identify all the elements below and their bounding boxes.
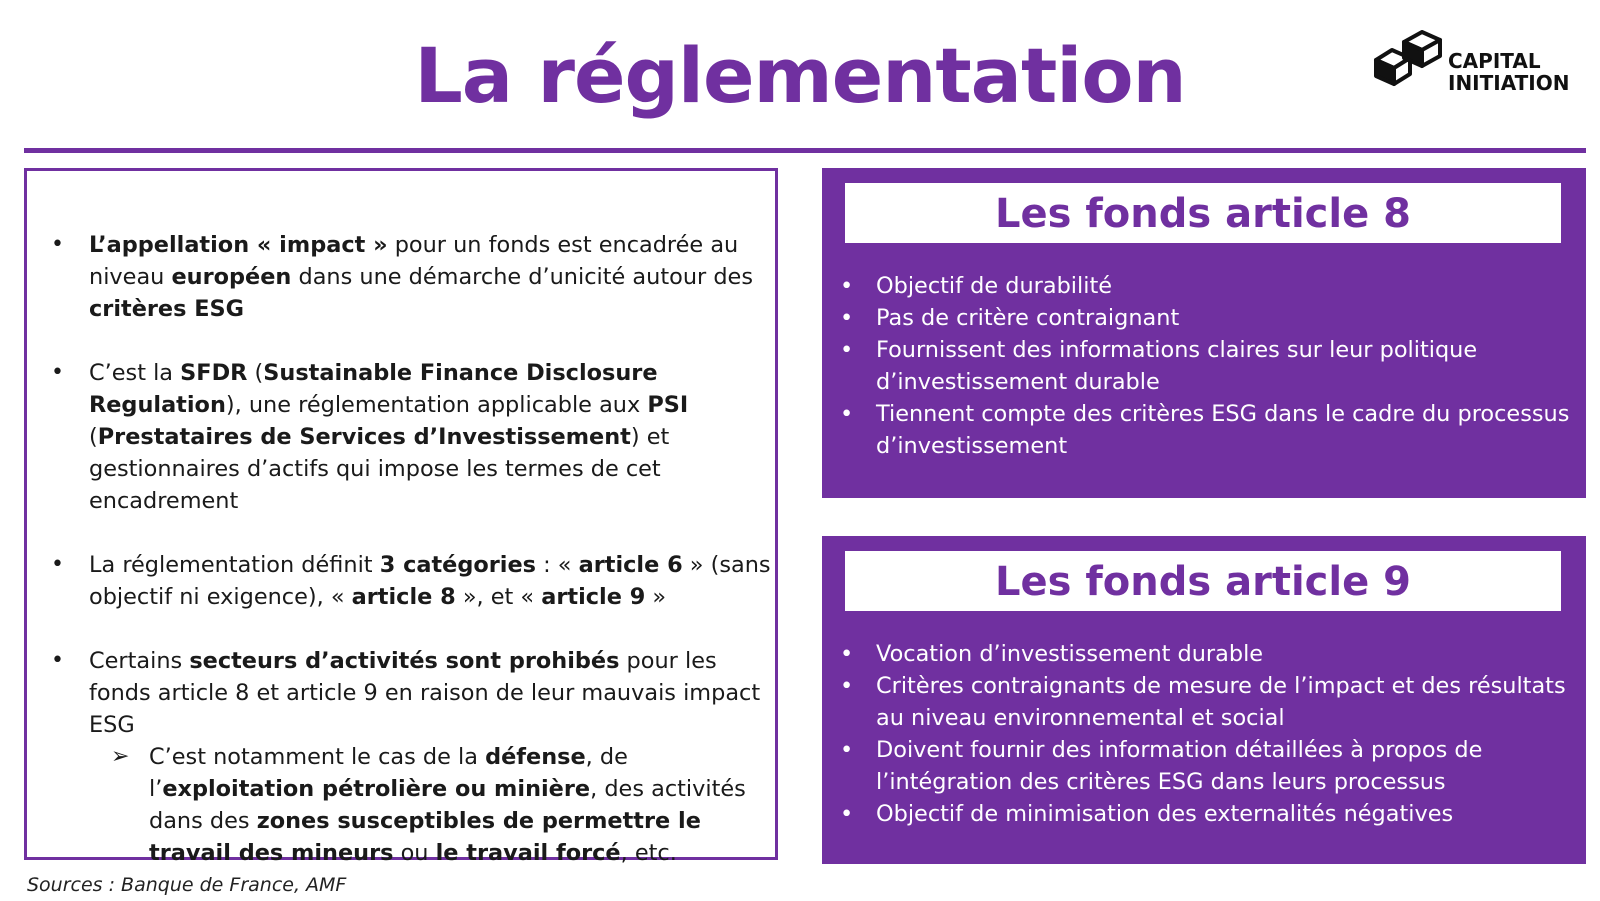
bullet-icon: • [840,641,854,667]
article-9-header: Les fonds article 9 [845,551,1561,611]
bullet-icon: • [840,273,854,299]
text-bold: zones susceptibles de permettre le travail des mineurs [149,808,701,866]
text: ( [89,424,98,450]
page-title: La réglementation [414,31,1186,120]
bullet-icon: • [840,337,854,363]
list-item [834,398,1574,462]
regulation-bullet-list [41,229,776,901]
text: La réglementation définit [89,552,380,578]
text: Objectif de minimisation des externalités négatives [876,801,1454,827]
article-8-list [834,270,1574,462]
text: ou [393,840,436,866]
text: Objectif de durabilité [876,273,1113,299]
text: » (sans objectif ni exigence), « [89,552,771,610]
text: , des activités dans des [149,776,746,834]
text-bold: SFDR [180,360,248,386]
text-bold: défense [485,744,586,770]
text: Vocation d’investissement durable [876,641,1264,667]
text: Pas de critère contraignant [876,305,1180,331]
list-item [41,645,776,869]
text-bold: critères ESG [89,296,245,322]
text: Tiennent compte des critères ESG dans le cadre du processus d’investissement [876,401,1570,459]
text-bold: article 9 [541,584,646,610]
title-divider [24,148,1586,153]
text-bold: exploitation pétrolière ou minière [162,776,591,802]
arrow-bullet-icon: ➢ [111,744,130,769]
list-item [834,302,1574,334]
list-item [834,334,1574,398]
bullet-icon: • [51,648,64,673]
text-bold: PSI [647,392,689,418]
text-bold: Sustainable Finance Disclosure Regulation [89,360,658,418]
article-9-panel [822,536,1586,864]
list-item [41,229,776,325]
bullet-icon: • [840,673,854,699]
text: C’est notamment le cas de la [149,744,486,770]
text-bold: Prestataires de Services d’Investissement [97,424,631,450]
text-bold: article 8 [351,584,456,610]
text-bold: 3 catégories [379,552,536,578]
text: ) et gestionnaires d’actifs qui impose les termes de cet encadrement [89,424,670,514]
text: Critères contraignants de mesure de l’impact et des résultats au niveau environnemental et social [876,673,1566,731]
bullet-icon: • [840,801,854,827]
logo-line-1: CAPITAL [1448,49,1541,73]
regulation-summary-box [24,168,778,866]
list-item [834,638,1574,670]
article-9-list [834,638,1574,830]
text-bold: européen [171,264,292,290]
sub-list-item [89,741,776,869]
cube-logo-icon [1370,30,1446,94]
text-bold: L’appellation « impact » [89,232,388,258]
capital-initiation-logo [1370,30,1590,94]
text: ( [247,360,264,386]
text: » [645,584,667,610]
text: dans une démarche d’unicité autour des [291,264,753,290]
text: , etc. [620,840,677,866]
sources-note: Sources : Banque de France, AMF [27,874,347,896]
article-8-header: Les fonds article 8 [845,183,1561,243]
text-bold: le travail forcé [435,840,621,866]
text-bold: article 6 [578,552,683,578]
article-8-panel [822,168,1586,498]
bullet-icon: • [51,232,64,257]
bullet-icon: • [840,305,854,331]
text: Certains [89,648,190,674]
text-bold: secteurs d’activités sont prohibés [189,648,620,674]
text: pour un fonds est encadrée au niveau [89,232,739,290]
text: C’est la [89,360,181,386]
list-item [834,670,1574,734]
list-item [834,270,1574,302]
text: Doivent fournir des information détaillées à propos de l’intégration des critères ESG dans leurs processus [876,737,1483,795]
text: ), une réglementation applicable aux [225,392,648,418]
text: pour les fonds article 8 et article 9 en raison de leur mauvais impact ESG [89,648,761,738]
text: , de l’ [149,744,628,802]
bullet-icon: • [51,360,64,385]
logo-line-2: INITIATION [1448,71,1570,95]
bullet-icon: • [51,552,64,577]
list-item [41,549,776,613]
list-item [834,798,1574,830]
bullet-icon: • [840,401,854,427]
list-item [41,357,776,517]
text: Fournissent des informations claires sur leur politique d’investissement durable [876,337,1478,395]
list-item [834,734,1574,798]
logo-wordmark [1448,50,1569,94]
text: », et « [455,584,542,610]
bullet-icon: • [840,737,854,763]
text: : « [536,552,579,578]
